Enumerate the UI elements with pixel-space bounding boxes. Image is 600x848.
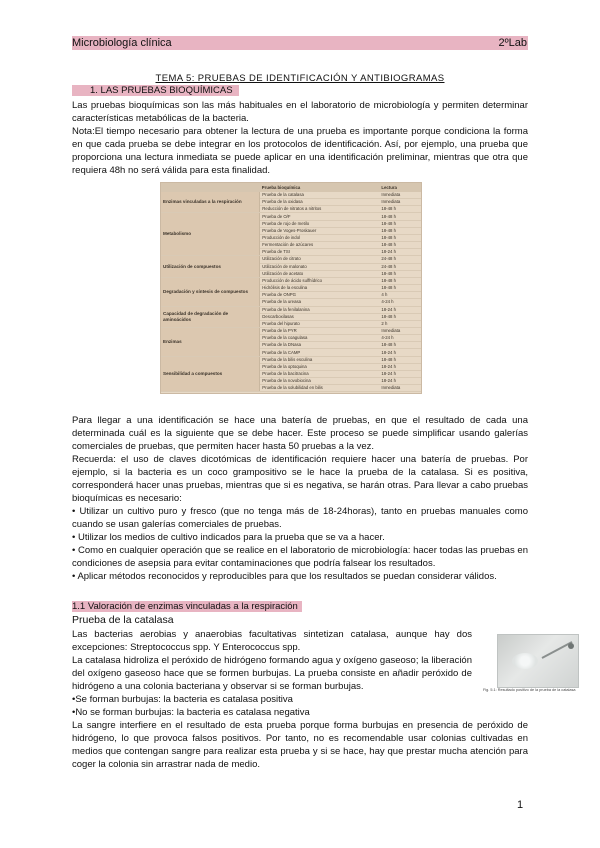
document-title: TEMA 5: PRUEBAS DE IDENTIFICACIÓN Y ANTIBIOGRAMAS: [155, 73, 445, 84]
table-reading-time: Inmediata: [379, 385, 421, 392]
table-reading-time: 4-24 h: [379, 335, 421, 342]
table-test-name: Producción de ácido sulfhídrico: [260, 277, 380, 284]
bullet-asepsis: • Como en cualquier operación que se realice en el laboratorio de microbiología: hacer todas las pruebas en condiciones de asepsia para evitar contaminaciones que podría falsear los resultados.: [72, 545, 528, 569]
section-heading-1-1: [72, 601, 302, 612]
biochemical-tests-table: [160, 182, 422, 394]
table-reading-time: 18-48 h: [379, 277, 421, 284]
header-subject: Microbiología clínica: [72, 37, 172, 49]
page-header: [72, 36, 528, 50]
table-reading-time: 18-24 h: [379, 349, 421, 356]
table-test-name: Prueba de la ureasa: [260, 299, 380, 306]
table-test-name: Prueba de la solubilidad en bilis: [260, 385, 380, 392]
table-test-name: Utilización de malonato: [260, 263, 380, 270]
catalasa-results-block: [72, 693, 528, 771]
page-number: 1: [517, 799, 524, 811]
subsection-title: Prueba de la catalasa: [72, 614, 174, 626]
table-test-name: Prueba de la novobiocina: [260, 378, 380, 385]
bullet-pure-culture: • Utilizar un cultivo puro y fresco (que no tenga más de 18-24horas), tanto en pruebas manuales como cuando se usan galerías comerciales de pruebas.: [72, 506, 528, 530]
table-reading-time: 18-48 h: [379, 285, 421, 292]
result-negative: •No se forman burbujas: la bacteria es catalasa negativa: [72, 707, 310, 718]
table-test-name: Hidrólisis de la esculina: [260, 285, 380, 292]
table-reading-time: 24-48 h: [379, 256, 421, 263]
table-test-name: Prueba de O/F: [260, 213, 380, 220]
bullet-methods: • Aplicar métodos reconocidos y reproducibles para que los resultados se puedan considerar válidos.: [72, 571, 497, 582]
catalasa-block: [72, 628, 472, 693]
table-reading-time: 18-48 h: [379, 356, 421, 363]
section-heading-1-1-text: 1.1 Valoración de enzimas vinculadas a la respiración: [72, 601, 302, 612]
table-test-name: Prueba de la fenilalanina: [260, 306, 380, 313]
table-test-name: Prueba de la catalasa: [260, 192, 380, 199]
intro-block: [72, 99, 528, 177]
table-reading-time: 18-24 h: [379, 363, 421, 370]
reminder-paragraph: Recuerda: el uso de claves dicotómicas de identificación requiere hacer una batería de pruebas. Por ejemplo, si la bacteria es un coco grampositivo se le hace la prueba de la catalasa. Si es positiva, corresponderá hacer unas pruebas, mientras que si es negativa, se harán otras. Para llevar a cabo pruebas bioquímicas es necesario:: [72, 454, 528, 504]
table-category: Sensibilidad a compuestos: [161, 356, 260, 392]
photo-caption: Fig. 5.1: Resultado positivo de la prueba de la catalasa: [483, 688, 576, 692]
bubbles-drop: [512, 653, 538, 669]
catalase-test-photo: [497, 634, 579, 688]
table-category: Capacidad de degradación de aminoácidos: [161, 306, 260, 327]
table-test-name: Prueba de la PYR: [260, 327, 380, 334]
intro-paragraph: Las pruebas bioquímicas son las más habituales en el laboratorio de microbiología y permiten determinar características metabólicas de la bacteria.: [72, 100, 528, 124]
loop-tip: [568, 643, 574, 649]
table-test-name: Fermentación de azúcares: [260, 242, 380, 249]
catalasa-mechanism: La catalasa hidroliza el peróxido de hidrógeno formando agua y oxígeno gaseoso; la liberación del oxígeno gaseoso hace que se formen burbujas. La prueba consiste en añadir peróxido de hidrógeno a una colonia bacteriana y observar si se forman burbujas.: [72, 655, 472, 692]
table-reading-time: 18-24 h: [379, 370, 421, 377]
table-test-name: Prueba de la bacitracina: [260, 370, 380, 377]
result-positive: •Se forman burbujas: la bacteria es catalasa positiva: [72, 694, 293, 705]
table-reading-time: 18-48 h: [379, 313, 421, 320]
table-test-name: Prueba de la CAMP: [260, 349, 380, 356]
table-test-name: Prueba del hipurato: [260, 320, 380, 327]
table-reading-time: 18-48 h: [379, 220, 421, 227]
table-reading-time: 4 h: [379, 292, 421, 299]
table-test-name: Prueba de la optoquina: [260, 363, 380, 370]
table-reading-time: 4-24 h: [379, 299, 421, 306]
table-reading-time: 18-24 h: [379, 378, 421, 385]
table-reading-time: 18-48 h: [379, 234, 421, 241]
table-row: [161, 256, 421, 263]
table-test-name: Prueba de la oxidasa: [260, 199, 380, 206]
table-row: [161, 277, 421, 284]
catalasa-intro: Las bacterias aerobias y anaerobias facultativas sintetizan catalasa, aunque hay dos excepciones: Streptococcus spp. Y Enterococcus spp.: [72, 629, 472, 653]
table-test-name: Prueba de Voges-Proskauer: [260, 227, 380, 234]
note-paragraph: Nota:El tiempo necesario para obtener la lectura de una prueba es importante porque condiciona la forma en que cada prueba se debe integrar en los protocolos de identificación. Así, por ejemplo, una prueba que proporciona una lectura inmediata se puede aplicar en una identificación preliminar, mientras que otra que requiera 48h no será válida para esta finalidad.: [72, 126, 528, 176]
table-reading-time: 18-24 h: [379, 249, 421, 256]
table-test-name: Reducción de nitratos a nitritos: [260, 206, 380, 213]
body-block: [72, 414, 528, 583]
table-reading-time: 18-48 h: [379, 227, 421, 234]
header-course: 2ºLab: [498, 37, 527, 49]
table-reading-time: 18-24 h: [379, 306, 421, 313]
table-category: Degradación y síntesis de compuestos: [161, 277, 260, 306]
table-row: [161, 306, 421, 313]
table-reading-time: 2 h: [379, 320, 421, 327]
table-row: [161, 327, 421, 334]
table-reading-time: 18-48 h: [379, 270, 421, 277]
table-category: Metabolismo: [161, 213, 260, 256]
table-row: [161, 356, 421, 363]
table-row: [161, 213, 421, 220]
table-test-name: Prueba de la bilis esculina: [260, 356, 380, 363]
battery-paragraph: Para llegar a una identificación se hace una batería de pruebas, en que el resultado de cada una determinada cuál es la siguiente que se debe hacer. Este proceso se puede simplificar usando galerías comerciales de pruebas, que permiten hacer hasta 50 pruebas a la vez.: [72, 415, 528, 452]
table-test-name: Descarboxilasas: [260, 313, 380, 320]
table-test-name: Prueba de la DNasa: [260, 342, 380, 349]
table-header-test: Prueba bioquímica: [260, 183, 380, 192]
table-reading-time: 24-48 h: [379, 263, 421, 270]
section-heading-1-text: 1. LAS PRUEBAS BIOQUÍMICAS: [72, 85, 239, 96]
table-category: Utilización de compuestos: [161, 256, 260, 277]
table-test-name: Prueba de TSI: [260, 249, 380, 256]
blood-interference-paragraph: La sangre interfiere en el resultado de esta prueba porque forma burbujas en presencia de peróxido de hidrógeno, lo que provoca falsos positivos. Por tanto, no es recomendable usar colonias cultivadas en medios que contengan sangre para realizar esta prueba y si se hace, hay que prestar mucha atención para coger la colonia sin arrastrar nada de medio.: [72, 720, 528, 770]
table-reading-time: 18-48 h: [379, 206, 421, 213]
table-reading-time: 18-48 h: [379, 342, 421, 349]
table-test-name: Prueba de ONPG: [260, 292, 380, 299]
bullet-media: • Utilizar los medios de cultivo indicados para la prueba que se va a hacer.: [72, 532, 385, 543]
table-reading-time: Inmediata: [379, 327, 421, 334]
table-reading-time: Inmediata: [379, 192, 421, 199]
table-header-empty: [161, 183, 260, 192]
table-row: [161, 192, 421, 199]
table-reading-time: Inmediata: [379, 199, 421, 206]
table-test-name: Prueba de rojo de metilo: [260, 220, 380, 227]
table-reading-time: 18-48 h: [379, 213, 421, 220]
table-test-name: Utilización de citrato: [260, 256, 380, 263]
table-category: Enzimas: [161, 327, 260, 356]
table-test-name: Producción de indol: [260, 234, 380, 241]
table-category: Enzimas vinculadas a la respiración: [161, 192, 260, 213]
table-test-name: Prueba de la coagulasa: [260, 335, 380, 342]
table-header-reading: Lectura: [379, 183, 421, 192]
table-test-name: Utilización de acetato: [260, 270, 380, 277]
table-reading-time: 18-48 h: [379, 242, 421, 249]
section-heading-1: [72, 85, 239, 96]
